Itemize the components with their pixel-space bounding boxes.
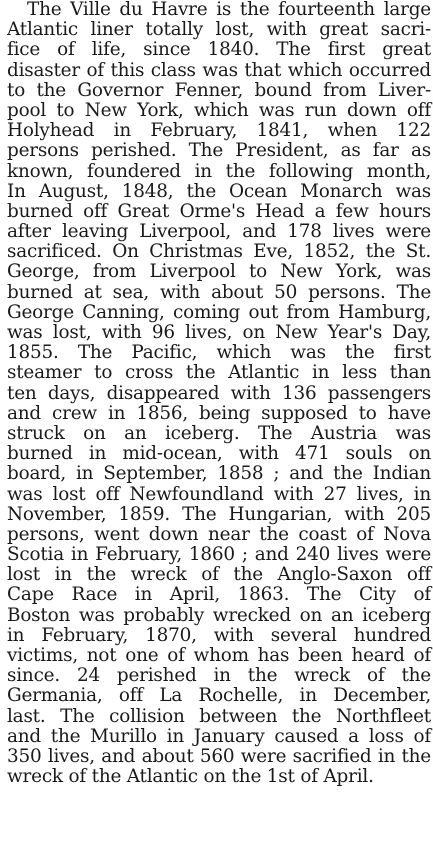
article-line-33: victims, not one of whom has been heard of [7, 645, 431, 666]
article-line-12: after leaving Liverpool, and 178 lives were [7, 221, 431, 243]
article-line-39: wreck of the Atlantic on the 1st of April. [7, 766, 374, 788]
article-line-28: Scotia in February, 1860 ; and 240 lives were [7, 544, 431, 566]
article-line-37: and the Murillo in January caused a loss of [7, 725, 431, 747]
article-line-38: 350 lives, and about 560 were sacrified in the [7, 745, 431, 767]
article-line-22: struck on an iceberg. The Austria was [7, 422, 431, 444]
article-line-31: Boston was probably wrecked on an iceberg [7, 604, 431, 626]
article-line-18: 1855. The Pacific, which was the first [7, 342, 431, 364]
article-line-27: persons, went down near the coast of Nova [7, 523, 431, 545]
article-line-06: pool to New York, which was run down off [7, 99, 431, 121]
article-line-34: since. 24 perished in the wreck of the [7, 665, 431, 687]
article-line-35: Germania, off La Rochelle, in December, [7, 685, 431, 707]
article-line-29: lost in the wreck of the Anglo-Saxon off [7, 564, 431, 586]
article-line-15: burned at sea, with about 50 persons. The [7, 281, 431, 303]
article-line-07: Holyhead in February, 1841, when 122 [7, 120, 431, 142]
article-line-32: in February, 1870, with several hundred [7, 624, 431, 646]
article-line-16: George Canning, coming out from Hamburg, [7, 301, 431, 323]
article-line-14: George, from Liverpool to New York, was [7, 261, 431, 283]
article-line-21: and crew in 1856, being supposed to have [7, 402, 431, 424]
article-line-05: to the Governor Fenner, bound from Liver- [7, 79, 431, 101]
article-line-13: sacrificed. On Christmas Eve, 1852, the St. [7, 241, 431, 263]
article-line-24: board, in September, 1858 ; and the Indian [7, 463, 431, 485]
article-line-08: persons perished. The President, as far as [7, 140, 431, 162]
article-line-30: Cape Race in April, 1863. The City of [7, 584, 431, 606]
article-line-36: last. The collision between the Northfleet [7, 705, 431, 727]
article-line-25: was lost off Newfoundland with 27 lives, in [7, 483, 431, 505]
article-line-17: was lost, with 96 lives, on New Year's Day, [7, 322, 431, 343]
article-line-19: steamer to cross the Atlantic in less than [7, 362, 431, 384]
article-line-02: Atlantic liner totally lost, with great sacri- [7, 19, 431, 41]
article-line-01: The Ville du Havre is the fourteenth large [27, 0, 431, 20]
article-line-03: fice of life, since 1840. The first great [7, 39, 431, 61]
article-line-11: burned off Great Orme's Head a few hours [7, 200, 431, 222]
article-line-04: disaster of this class was that which occurred [7, 59, 431, 81]
article-line-10: In August, 1848, the Ocean Monarch was [7, 180, 431, 202]
news-article [7, 0, 431, 787]
article-line-26: November, 1859. The Hungarian, with 205 [7, 503, 431, 525]
article-line-20: ten days, disappeared with 136 passengers [7, 382, 431, 404]
article-line-23: burned in mid-ocean, with 471 souls on [7, 443, 431, 465]
article-line-09: known, foundered in the following month, [7, 160, 431, 182]
